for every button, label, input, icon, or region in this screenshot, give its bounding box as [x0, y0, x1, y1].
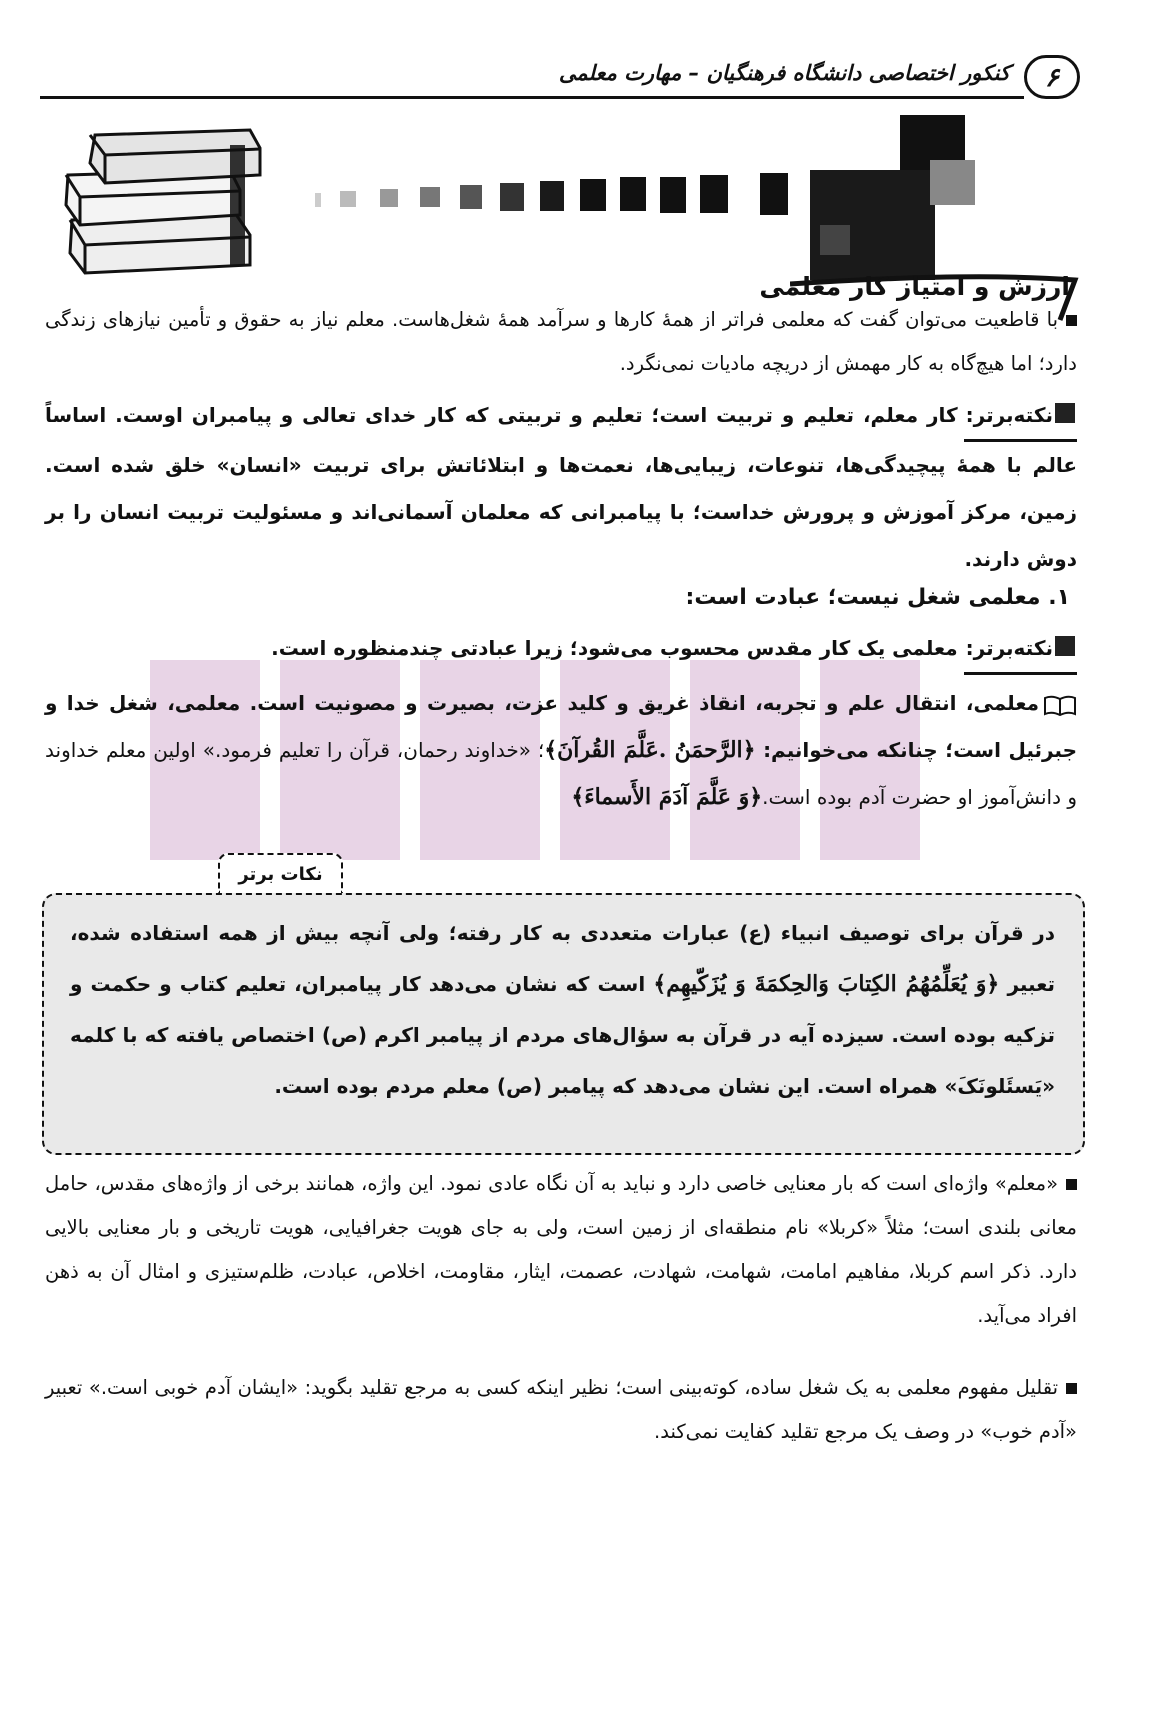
bullet-square-icon — [1066, 1383, 1077, 1394]
open-book-icon — [1043, 694, 1077, 716]
note-paragraph-1: نکته‌برتر:کار معلم، تعلیم و تربیت است؛ تعلیم و تربیتی که کار خدای تعالی و پیامبران اوست. اساساً عالم با همهٔ پیچیدگی‌ها، تنوعات، زیبایی‌ها، نعمت‌ها و ابتلائاتش برای تربیت «انسان» خلق شده است. زمین، مرکز آموزش و پرورش خداست؛ با پیامبرانی که معلمان آسمانی‌اند و مسئولیت تربیت انسان را بر دوش دارند. — [45, 392, 1077, 583]
bullet-square-icon — [1066, 315, 1077, 326]
page-number: ۶ — [1024, 55, 1080, 99]
paragraph-reduction: تقلیل مفهوم معلمی به یک شغل ساده، کوته‌بینی است؛ نظیر اینکه کسی به مرجع تقلید بگوید: «ایشان آدم خوبی است.» تعبیر «آدم خوب» در وصف یک مرجع تقلید کفایت نمی‌کند. — [45, 1376, 1077, 1443]
header-rule — [40, 96, 1024, 99]
section-title: ارزش و امتیاز کار معلمی — [759, 272, 1070, 301]
note-tag: نکته‌برتر: — [964, 625, 1077, 675]
note-marker-icon — [1055, 636, 1075, 656]
paragraph-teacher-word: «معلم» واژه‌ای است که بار معنایی خاصی دارد و نباید به آن نگاه عادی نمود. این واژه، همانند برخی از واژه‌های مقدس، حامل معانی بلندی است؛ مثلاً «کربلا» نام منطقه‌ای از زمین است، ولی به جای هویت جغرافیایی، هویت تاریخی و بار معنایی بالایی دارد. ذکر اسم کربلا، مفاهیم امامت، شهامت، شهادت، عصمت، ایثار، مقاومت، اخلاص، عبادت، ظلم‌ستیزی و امثال آن به ذهن افراد می‌آید. — [45, 1172, 1077, 1327]
notes-box-label: نکات برتر — [218, 853, 343, 893]
paragraph-intro: با قاطعیت می‌توان گفت که معلمی فراتر از همهٔ کارها و سرآمد همهٔ شغل‌هاست. معلم نیاز به حقوق و تأمین نیازهای زندگی دارد؛ اما هیچ‌گاه به کار مهمش از دریچه مادیات نمی‌نگرد. — [45, 308, 1077, 375]
paragraph-teaching: معلمی، انتقال علم و تجربه، انقاذ غریق و کلید عزت، بصیرت و مصونیت است. معلمی، شغل خدا و جبرئیل است؛ چنانکه می‌خوانیم: ﴿الرَّحمَنُ .عَلَّمَ القُرآنَ﴾؛ «خداوند رحمان، قرآن را تعلیم فرمود.» اولین معلم خداوند و دانش‌آموز او حضرت آدم بوده است.﴿وَ عَلَّمَ آدَمَ الأَسماءَ﴾ — [45, 691, 1078, 810]
note-paragraph-2: نکته‌برتر:معلمی یک کار مقدس محسوب می‌شود؛ زیرا عبادتی چندمنظوره است. — [45, 625, 1077, 675]
header-title: کنکور اختصاصی دانشگاه فرهنگیان – مهارت معلمی — [558, 61, 1010, 85]
quran-verse-1: ﴿الرَّحمَنُ .عَلَّمَ القُرآنَ﴾ — [544, 737, 756, 763]
subheading-1: ۱. معلمی شغل نیست؛ عبادت است: — [685, 585, 1070, 610]
books-icon — [66, 130, 260, 273]
quran-verse-2: ﴿وَ عَلَّمَ آدَمَ الأَسماءَ﴾ — [571, 784, 763, 810]
notes-box-text: در قرآن برای توصیف انبیاء (ع) عبارات متعددی به کار رفته؛ ولی آنچه بیش از همه استفاده شده، تعبیر ﴿وَ یُعَلِّمُهُمُ الکِتابَ وَالحِکمَةَ وَ یُزَکّیهِم﴾ است که نشان می‌دهد کار پیامبران، تعلیم کتاب و حکمت و تزکیه بوده است. سیزده آیه در قرآن به سؤال‌های مردم از پیامبر اکرم (ص) اختصاص یافته که با کلمه «یَسئَلونَکَ» همراه است. این نشان می‌دهد که پیامبر (ص) معلم مردم بوده است. — [70, 921, 1056, 1098]
note-tag: نکته‌برتر: — [964, 392, 1077, 442]
decorative-squares — [315, 115, 975, 280]
bullet-square-icon — [1066, 1179, 1077, 1190]
page-header — [40, 55, 1080, 99]
quran-verse-3: ﴿وَ یُعَلِّمُهُمُ الکِتابَ وَالحِکمَةَ وَ یُزَکّیهِم﴾ — [653, 971, 1000, 997]
note-marker-icon — [1055, 403, 1075, 423]
